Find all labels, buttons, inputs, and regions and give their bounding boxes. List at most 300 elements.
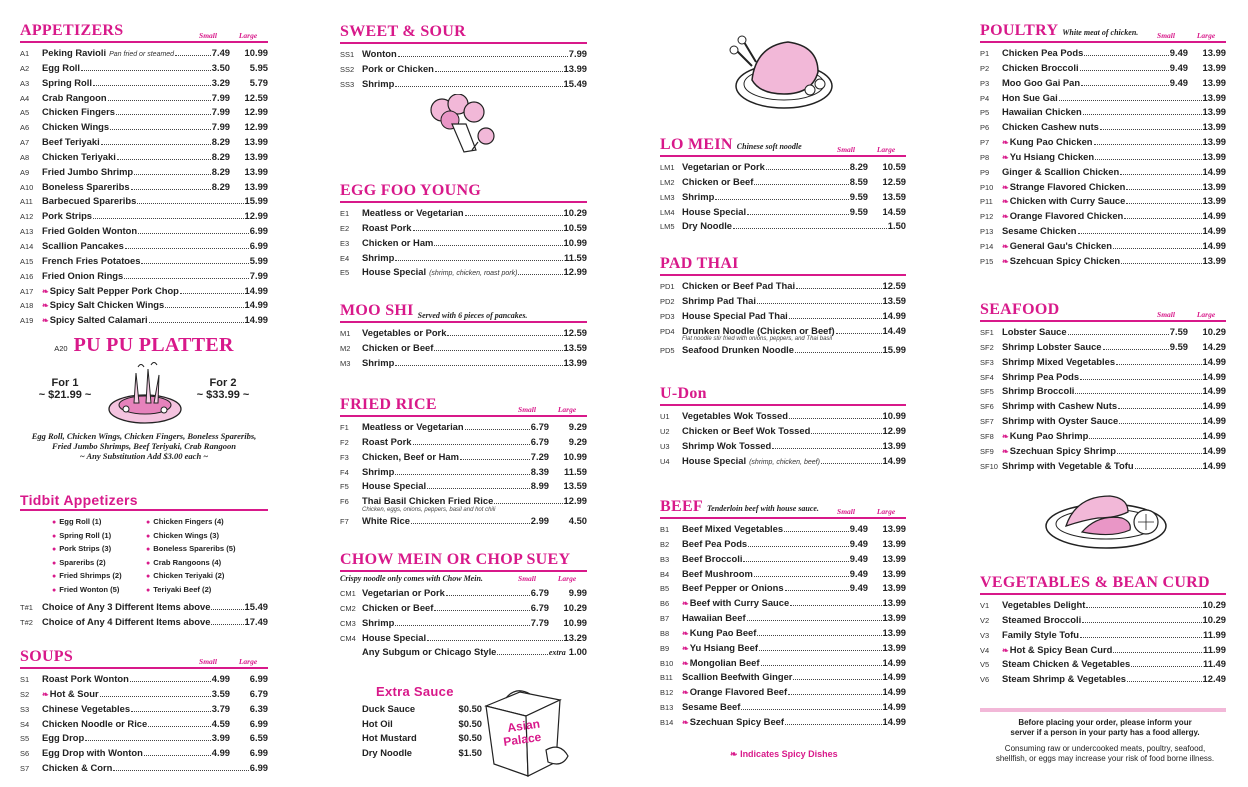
dot-leader bbox=[772, 448, 881, 449]
item-name bbox=[1002, 614, 1081, 625]
menu-item-row bbox=[660, 310, 906, 325]
item-code: A12 bbox=[20, 212, 34, 222]
menu-item-row bbox=[20, 106, 268, 121]
takeout-box-illustration bbox=[476, 688, 578, 778]
item-subtext: (shrimp, chicken, beef) bbox=[749, 458, 820, 466]
pupu-platter-illustration bbox=[106, 359, 184, 429]
size-large-label: Large bbox=[557, 405, 577, 414]
sauce-price: $0.50 bbox=[458, 732, 482, 744]
dot-leader bbox=[113, 770, 248, 771]
dot-leader bbox=[413, 230, 563, 231]
item-code: U4 bbox=[660, 456, 670, 466]
pad-thai-title: PAD THAI bbox=[660, 255, 739, 272]
chili-icon: ❧ bbox=[42, 301, 49, 311]
chili-icon: ❧ bbox=[1002, 446, 1009, 456]
dot-leader bbox=[1081, 85, 1169, 86]
menu-item-row bbox=[980, 385, 1226, 400]
dot-leader bbox=[101, 144, 211, 145]
dot-leader bbox=[1100, 129, 1202, 130]
item-code: P8 bbox=[980, 152, 990, 162]
item-name bbox=[682, 523, 783, 534]
price-large: 6.99 bbox=[249, 747, 268, 759]
item-name bbox=[42, 688, 99, 699]
item-name bbox=[1002, 77, 1080, 88]
item-name bbox=[362, 78, 394, 89]
item-code: LM3 bbox=[660, 192, 675, 202]
price-large: 12.59 bbox=[244, 91, 268, 103]
item-name-text: Beef with Curry Sauce bbox=[689, 597, 790, 609]
price: 13.99 bbox=[1202, 136, 1226, 148]
item-code: SF1 bbox=[980, 328, 994, 337]
price: 13.99 bbox=[1202, 91, 1226, 103]
menu-item-row bbox=[340, 266, 587, 281]
chow-mein-list bbox=[340, 587, 587, 661]
dot-leader bbox=[785, 724, 882, 725]
item-name-text: Seafood Drunken Noodle bbox=[682, 344, 794, 356]
item-name-text: Scallion Pancakes bbox=[42, 239, 124, 251]
price: 14.49 bbox=[882, 324, 906, 336]
item-name bbox=[362, 436, 412, 447]
item-name-text: Scallion Beefwith Ginger bbox=[682, 671, 793, 683]
allergy-divider bbox=[980, 708, 1226, 712]
item-name-text: Spring Roll bbox=[42, 76, 92, 88]
item-name-text: Chicken Wings bbox=[42, 121, 110, 133]
item-name-text: Sesame Chicken bbox=[1002, 225, 1077, 237]
tidbit-choice bbox=[146, 585, 266, 598]
item-name-text: Chicken with Curry Sauce bbox=[1009, 195, 1126, 207]
udon-title: U-Don bbox=[660, 385, 707, 402]
menu-item-row bbox=[980, 47, 1226, 62]
dot-leader bbox=[413, 444, 530, 445]
chili-icon: ❧ bbox=[730, 749, 738, 759]
dot-leader bbox=[1117, 453, 1202, 454]
menu-item-row bbox=[660, 671, 906, 686]
dot-leader bbox=[427, 640, 562, 641]
item-code: P6 bbox=[980, 123, 990, 133]
chow-mein-title: CHOW MEIN OR CHOP SUEY bbox=[340, 551, 571, 568]
appetizers-title: APPETIZERS bbox=[20, 22, 124, 39]
menu-item-row bbox=[980, 326, 1226, 341]
price-large: 13.99 bbox=[244, 136, 268, 148]
dot-leader bbox=[148, 726, 211, 727]
price-large: 13.99 bbox=[244, 165, 268, 177]
price: 17.49 bbox=[244, 615, 268, 627]
dot-leader bbox=[134, 174, 211, 175]
menu-item-row bbox=[980, 195, 1226, 210]
dot-leader bbox=[434, 350, 562, 351]
item-code: B5 bbox=[660, 584, 670, 594]
menu-item-row bbox=[980, 255, 1226, 270]
item-name bbox=[682, 425, 810, 436]
allergy-line2: server if a person in your party has a food allergy. bbox=[1010, 728, 1200, 737]
item-name-text: Moo Goo Gai Pan bbox=[1002, 76, 1081, 88]
dot-leader bbox=[789, 418, 882, 419]
item-subtext: (shrimp, chicken, roast pork) bbox=[429, 270, 518, 278]
dot-leader bbox=[435, 71, 563, 72]
tidbit-choice bbox=[146, 531, 266, 544]
lo-mein-note: Chinese soft noodle bbox=[736, 142, 802, 151]
menu-item-row bbox=[20, 703, 268, 718]
dot-leader bbox=[395, 625, 529, 626]
price-large: 6.39 bbox=[249, 702, 268, 714]
price: 14.99 bbox=[1202, 429, 1226, 441]
item-name bbox=[362, 646, 496, 657]
item-name bbox=[42, 255, 140, 266]
item-name bbox=[42, 703, 130, 714]
item-code: P2 bbox=[980, 63, 990, 73]
moo-shi-section bbox=[340, 302, 587, 372]
price-large: 9.99 bbox=[568, 587, 587, 598]
item-name-text: Beef Pea Pods bbox=[682, 537, 748, 549]
item-code: F6 bbox=[340, 497, 349, 507]
item-name-text: Fried Jumbo Shrimp bbox=[42, 165, 134, 177]
menu-item-row bbox=[980, 151, 1226, 166]
item-code: SF5 bbox=[980, 387, 994, 397]
roast-chicken-illustration bbox=[726, 28, 836, 118]
moo-shi-note: Served with 6 pieces of pancakes. bbox=[417, 311, 528, 320]
item-name-text: Beef Teriyaki bbox=[42, 136, 100, 148]
item-code: SF6 bbox=[980, 402, 994, 412]
price-large: 13.99 bbox=[244, 150, 268, 162]
item-name-text: Shrimp bbox=[362, 616, 395, 628]
item-code: B8 bbox=[660, 628, 670, 638]
price-small: 9.59 bbox=[849, 205, 868, 217]
dot-leader bbox=[465, 429, 530, 430]
price-small: 3.59 bbox=[211, 687, 230, 699]
item-name-text: Ginger & Scallion Chicken bbox=[1002, 165, 1120, 177]
item-name bbox=[1002, 195, 1125, 206]
price: 13.99 bbox=[882, 597, 906, 609]
moo-shi-title: MOO SHI bbox=[340, 302, 414, 319]
price: 14.99 bbox=[244, 314, 268, 326]
item-name bbox=[362, 63, 434, 74]
item-code: E2 bbox=[340, 223, 350, 233]
item-code: A6 bbox=[20, 123, 30, 133]
dot-leader bbox=[1082, 622, 1201, 623]
menu-item-row bbox=[20, 299, 268, 314]
item-code: V3 bbox=[980, 630, 990, 640]
item-name-text: Szechuan Spicy Shrimp bbox=[1009, 444, 1116, 456]
dot-leader bbox=[836, 333, 882, 334]
dot-leader bbox=[789, 318, 882, 319]
price: 10.59 bbox=[563, 221, 587, 233]
item-name-text: Hawaiian Beef bbox=[682, 612, 746, 624]
item-name-text: Egg Drop bbox=[42, 732, 85, 744]
dot-leader bbox=[518, 274, 562, 275]
menu-item-row bbox=[340, 342, 587, 357]
price-large: 10.29 bbox=[1202, 326, 1226, 337]
price-large: 13.99 bbox=[882, 537, 906, 549]
shrimp-plate-illustration bbox=[1042, 486, 1172, 556]
item-code: A1 bbox=[20, 49, 30, 58]
price: 10.99 bbox=[882, 410, 906, 421]
item-name bbox=[42, 732, 84, 743]
item-name bbox=[682, 191, 714, 202]
price-large: 10.59 bbox=[882, 161, 906, 172]
item-code: T#2 bbox=[20, 617, 33, 627]
item-code: T#1 bbox=[20, 603, 33, 612]
bullet-icon: ● bbox=[52, 532, 57, 540]
dot-leader bbox=[165, 307, 243, 308]
item-name-text: Pork Strips bbox=[42, 210, 93, 222]
item-description: Chicken, eggs, onions, peppers, basil and hot chili bbox=[362, 507, 496, 514]
item-name bbox=[362, 632, 426, 643]
item-name-text: Chicken or Ham bbox=[362, 236, 434, 248]
item-name-text: Vegetarian or Pork bbox=[682, 161, 765, 172]
item-name bbox=[682, 440, 771, 451]
item-name-text: Orange Flavored Beef bbox=[689, 686, 788, 698]
item-code: PD2 bbox=[660, 296, 675, 306]
menu-item-row bbox=[660, 686, 906, 701]
item-name bbox=[682, 538, 747, 549]
price: 10.99 bbox=[563, 236, 587, 248]
item-code: F2 bbox=[340, 437, 349, 447]
item-name-text: Beef Broccoli bbox=[682, 552, 743, 564]
menu-item-row bbox=[660, 657, 906, 672]
item-name bbox=[1002, 644, 1112, 655]
item-name bbox=[1002, 415, 1118, 426]
dot-leader bbox=[766, 169, 849, 170]
dot-leader bbox=[427, 488, 530, 489]
dot-leader bbox=[211, 609, 243, 610]
item-code: P9 bbox=[980, 167, 990, 177]
pupu-code: A20 bbox=[54, 344, 68, 353]
dot-leader bbox=[141, 263, 248, 264]
item-name bbox=[42, 601, 210, 612]
dot-leader bbox=[180, 293, 244, 294]
tidbit-choice-text: Chicken Teriyaki (2) bbox=[153, 571, 225, 580]
price: 14.99 bbox=[1202, 415, 1226, 427]
item-code: PD3 bbox=[660, 311, 675, 321]
dot-leader bbox=[743, 561, 848, 562]
price: 14.99 bbox=[244, 299, 268, 311]
price-small: 3.29 bbox=[211, 76, 230, 88]
menu-item-row bbox=[980, 341, 1226, 356]
item-name bbox=[362, 480, 426, 491]
dot-leader bbox=[821, 463, 882, 464]
dot-leader bbox=[1116, 364, 1201, 365]
dot-leader bbox=[757, 635, 881, 636]
item-code: SF7 bbox=[980, 417, 994, 427]
dot-leader bbox=[754, 184, 848, 185]
item-name bbox=[362, 222, 412, 233]
item-name-text: Orange Flavored Chicken bbox=[1009, 210, 1124, 222]
menu-item-row bbox=[660, 612, 906, 627]
item-name bbox=[682, 310, 788, 321]
menu-item-row bbox=[20, 210, 268, 225]
item-name bbox=[42, 762, 112, 773]
menu-item-row bbox=[660, 597, 906, 612]
item-code: A8 bbox=[20, 152, 30, 162]
item-name-text: Chicken Pea Pods bbox=[1002, 47, 1084, 58]
item-code: P5 bbox=[980, 108, 990, 118]
price-large: 9.29 bbox=[568, 421, 587, 432]
item-code: B12 bbox=[660, 688, 674, 698]
item-name bbox=[682, 176, 753, 187]
chili-icon: ❧ bbox=[1002, 152, 1009, 162]
menu-item-row bbox=[340, 63, 587, 78]
menu-item-row bbox=[20, 195, 268, 210]
price-small: 9.49 bbox=[849, 582, 868, 594]
item-code: E3 bbox=[340, 238, 350, 248]
item-name-text: Hawaiian Chicken bbox=[1002, 106, 1082, 118]
item-code: A11 bbox=[20, 197, 33, 207]
price: 15.99 bbox=[244, 195, 268, 207]
price-small: 8.59 bbox=[849, 175, 868, 187]
item-name-text: Chicken Noodle or Rice bbox=[42, 717, 148, 729]
item-name-text: Shrimp bbox=[682, 190, 715, 202]
price: 10.29 bbox=[1202, 599, 1226, 610]
item-name bbox=[1002, 225, 1077, 236]
price: 13.59 bbox=[882, 294, 906, 306]
dot-leader bbox=[131, 711, 211, 712]
chili-icon: ❧ bbox=[682, 658, 689, 668]
item-code: A3 bbox=[20, 78, 30, 88]
bullet-icon: ● bbox=[146, 546, 151, 553]
menu-item-row bbox=[20, 255, 268, 270]
tidbit-choice bbox=[52, 544, 146, 557]
item-name-text: Barbecued Spareribs bbox=[42, 195, 137, 207]
item-name bbox=[1002, 62, 1079, 73]
menu-item-row bbox=[980, 371, 1226, 386]
menu-item-row bbox=[980, 106, 1226, 121]
item-code: SF10 bbox=[980, 461, 998, 471]
chili-icon: ❧ bbox=[682, 688, 689, 698]
price: 7.99 bbox=[568, 48, 587, 59]
price: 1.50 bbox=[887, 220, 906, 232]
price: 11.99 bbox=[1203, 643, 1226, 655]
menu-item-row bbox=[980, 599, 1226, 614]
size-small-label: Small bbox=[518, 405, 536, 414]
pad-thai-list bbox=[660, 280, 906, 359]
price-small: 9.59 bbox=[1169, 340, 1188, 352]
price: 12.99 bbox=[882, 424, 906, 436]
item-name bbox=[42, 210, 92, 221]
dot-leader bbox=[211, 624, 243, 625]
item-code: PD5 bbox=[660, 346, 675, 356]
item-name-text: Peking Ravioli bbox=[42, 47, 107, 58]
item-code: A18 bbox=[20, 301, 34, 311]
price: 14.99 bbox=[1202, 370, 1226, 382]
menu-item-row bbox=[980, 225, 1226, 240]
soups-list bbox=[20, 673, 268, 777]
price: 14.99 bbox=[882, 454, 906, 466]
item-name bbox=[682, 161, 765, 172]
tidbit-section bbox=[20, 492, 268, 631]
item-name bbox=[42, 240, 124, 251]
item-name bbox=[362, 421, 464, 432]
pupu-note: ~ Any Substitution Add $3.00 each ~ bbox=[79, 451, 209, 461]
price-small: 9.49 bbox=[1169, 76, 1188, 88]
price-large: 13.99 bbox=[1202, 61, 1226, 73]
price: 13.99 bbox=[882, 612, 906, 624]
dot-leader bbox=[793, 679, 881, 680]
item-code: A14 bbox=[20, 241, 34, 251]
sweet-sour-list bbox=[340, 48, 587, 93]
price-small: 9.49 bbox=[849, 552, 868, 564]
item-name bbox=[682, 280, 795, 291]
item-name bbox=[362, 466, 394, 477]
item-name bbox=[362, 48, 397, 59]
menu-item-row bbox=[980, 92, 1226, 107]
beef-note: Tenderloin beef with house sauce. bbox=[707, 504, 819, 513]
menu-item-row bbox=[340, 252, 587, 267]
menu-item-row bbox=[980, 77, 1226, 92]
item-name-text: Fried Onion Rings bbox=[42, 269, 124, 281]
item-name-text: Chicken or Beef bbox=[362, 601, 434, 613]
dot-leader bbox=[460, 459, 530, 460]
item-name-text: Any Subgum or Chicago Style bbox=[362, 646, 497, 658]
tidbit-choice-text: Chicken Wings (3) bbox=[153, 530, 219, 540]
item-name-text: Yu Hsiang Beef bbox=[689, 641, 758, 653]
sauce-name: Hot Mustard bbox=[362, 732, 417, 744]
dot-leader bbox=[175, 55, 211, 56]
tidbit-choice-text: Crab Rangoons (4) bbox=[153, 557, 222, 567]
dot-leader bbox=[784, 531, 849, 532]
item-name bbox=[362, 327, 446, 338]
menu-item-row bbox=[660, 568, 906, 583]
price-large: 13.59 bbox=[563, 480, 587, 492]
price: 13.29 bbox=[563, 631, 587, 643]
dot-leader bbox=[747, 214, 849, 215]
item-name-text: Chicken Cashew nuts bbox=[1002, 121, 1099, 133]
menu-item-row bbox=[980, 356, 1226, 371]
item-name bbox=[42, 62, 80, 73]
item-name-text: Vegetables Delight bbox=[1002, 599, 1086, 610]
dot-leader bbox=[411, 523, 530, 524]
item-name bbox=[682, 627, 756, 638]
item-name-text: Beef Mushroom bbox=[682, 567, 753, 579]
menu-item-row bbox=[20, 240, 268, 255]
price-small: 9.49 bbox=[1169, 61, 1188, 73]
item-name bbox=[42, 299, 164, 310]
tidbit-choice bbox=[52, 585, 146, 598]
size-small-label: Small bbox=[199, 31, 217, 40]
menu-item-row bbox=[340, 466, 587, 481]
item-subtext: Pan fried or steamed bbox=[109, 51, 175, 58]
item-name-text: Shrimp bbox=[362, 77, 395, 89]
item-code: F7 bbox=[340, 517, 349, 527]
menu-item-row bbox=[660, 410, 906, 425]
dot-leader bbox=[788, 694, 881, 695]
price: 15.49 bbox=[244, 601, 268, 612]
item-name-text: Shrimp bbox=[362, 251, 395, 263]
price-small: 9.49 bbox=[849, 567, 868, 579]
egg-foo-young-title: EGG FOO YOUNG bbox=[340, 182, 482, 199]
dot-leader bbox=[1120, 174, 1201, 175]
item-name-text: Chicken Fingers bbox=[42, 106, 115, 118]
menu-item-row bbox=[660, 425, 906, 440]
dot-leader bbox=[117, 159, 211, 160]
egg-foo-young-section bbox=[340, 182, 587, 281]
item-code: B9 bbox=[660, 643, 670, 653]
item-code: V2 bbox=[980, 615, 990, 625]
item-code: F4 bbox=[340, 467, 349, 477]
extra-sauce-section bbox=[362, 684, 482, 761]
price: 13.99 bbox=[1202, 180, 1226, 192]
price-small: 3.50 bbox=[211, 61, 230, 73]
menu-item-row bbox=[980, 430, 1226, 445]
item-name bbox=[682, 410, 788, 421]
item-name bbox=[42, 225, 137, 236]
item-name bbox=[362, 252, 394, 263]
dot-leader bbox=[1094, 144, 1202, 145]
price-small: 7.99 bbox=[211, 91, 230, 103]
price-small: 8.39 bbox=[530, 465, 549, 477]
tidbit-choice-text: Spareribs (2) bbox=[59, 557, 106, 567]
menu-item-row bbox=[20, 732, 268, 747]
dot-leader bbox=[93, 218, 244, 219]
